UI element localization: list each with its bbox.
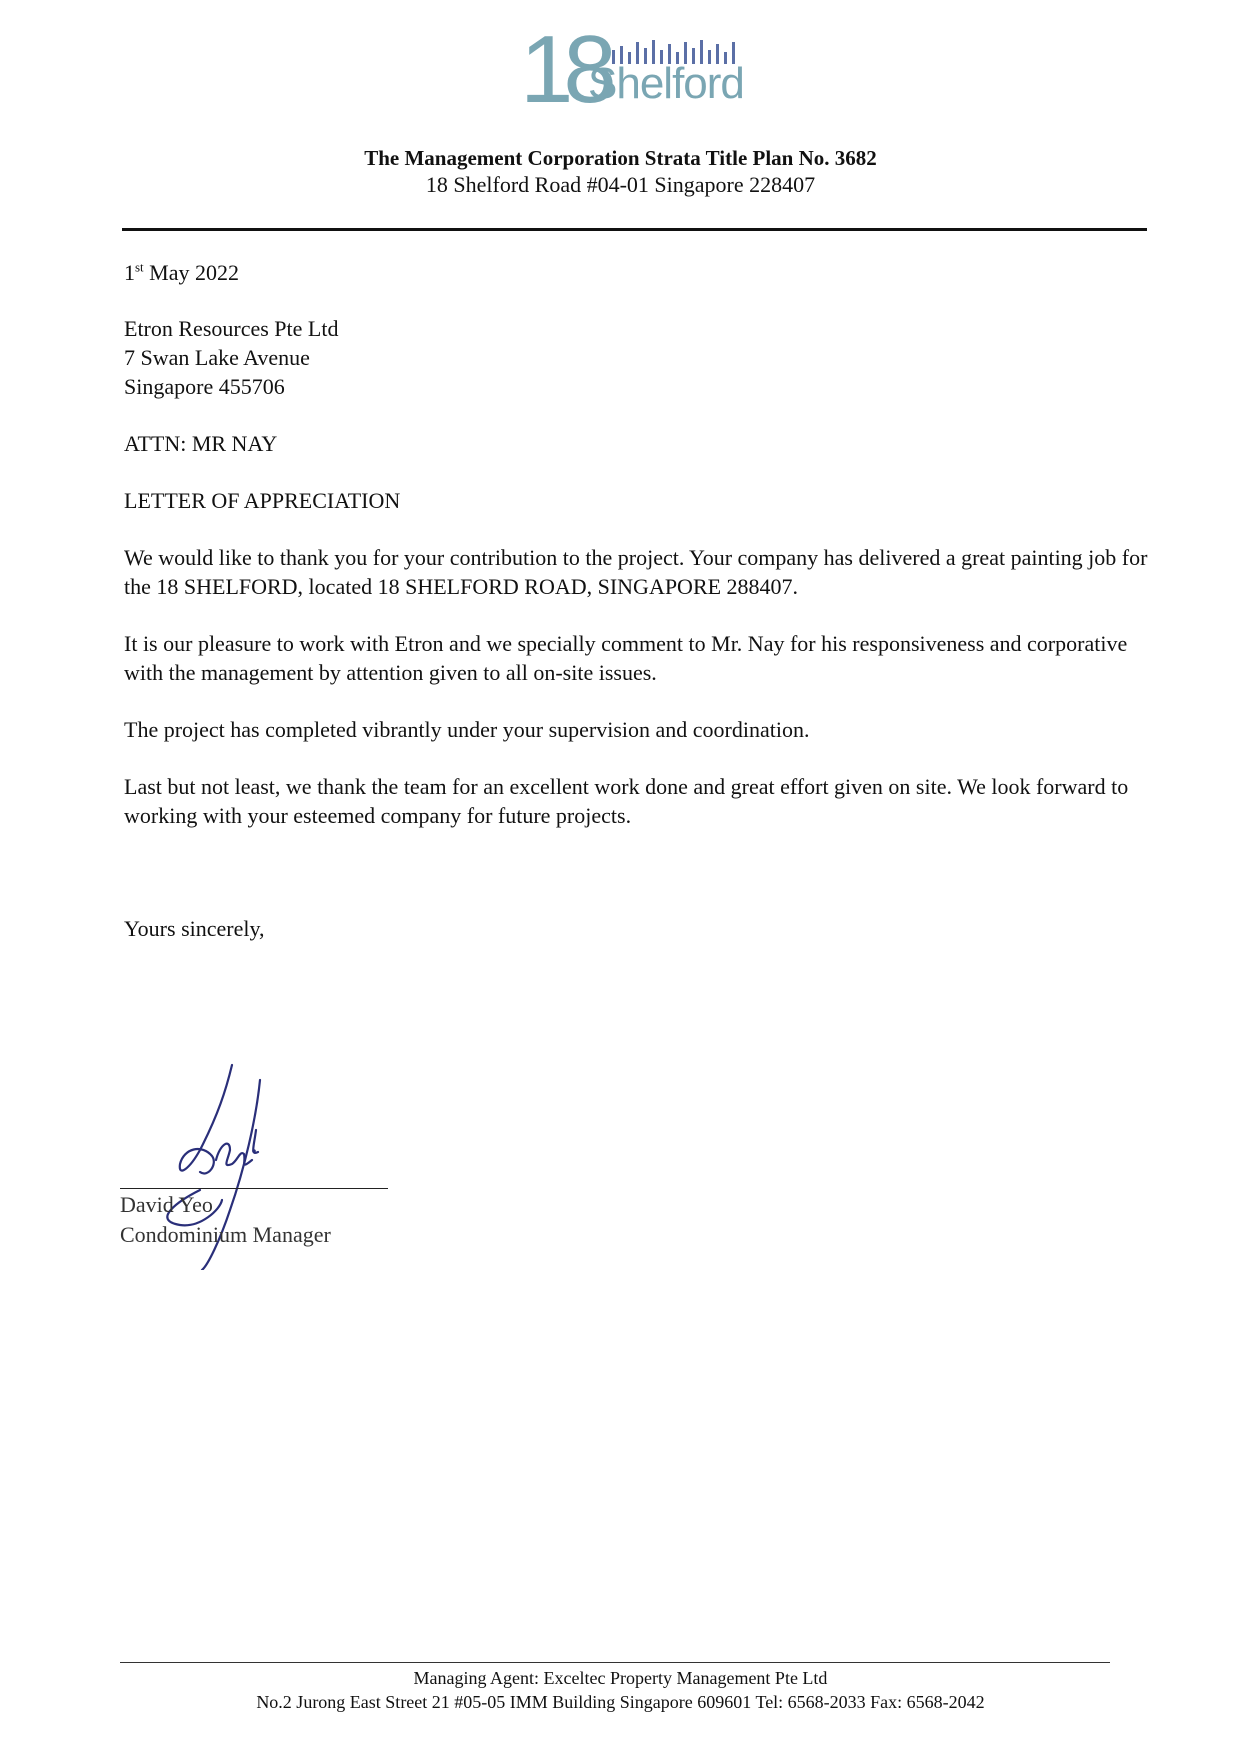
date-suffix: st — [135, 259, 144, 275]
date-day: 1 — [124, 260, 135, 285]
letter-subject: LETTER OF APPRECIATION — [124, 488, 401, 513]
body-paragraph: We would like to thank you for your contribution to the project. Your company has delivered a great painting job for the 18 SHELFORD, located 18 SHELFORD ROAD, SINGAPORE 288407. — [124, 545, 1148, 599]
shelford-logo — [520, 16, 750, 126]
header-divider — [122, 228, 1147, 231]
body-paragraph: The project has completed vibrantly under your supervision and coordination. — [124, 717, 810, 742]
logo-word: Shelford — [588, 59, 744, 108]
closing-line: Yours sincerely, — [124, 916, 265, 941]
signatory-title: Condominium Manager — [120, 1222, 331, 1247]
header-address: 18 Shelford Road #04-01 Singapore 228407 — [425, 172, 816, 197]
signatory-name: David Yeo — [120, 1192, 213, 1217]
attention-line: ATTN: MR NAY — [124, 431, 278, 456]
header-title: The Management Corporation Strata Title Plan No. 3682 — [364, 146, 877, 170]
recipient-city: Singapore 455706 — [124, 374, 285, 399]
letter-date — [124, 258, 239, 287]
body-paragraph: It is our pleasure to work with Etron and we specially comment to Mr. Nay for his responsiveness and corporative with the management by attention given to all on-site issues. — [124, 631, 1128, 685]
body-paragraph: Last but not least, we thank the team for an excellent work done and great effort given on site. We look forward to working with your esteemed company for future projects. — [124, 774, 1129, 828]
recipient-street: 7 Swan Lake Avenue — [124, 345, 310, 370]
footer-contact: No.2 Jurong East Street 21 #05-05 IMM Building Singapore 609601 Tel: 6568-2033 Fax: 6568-2042 — [256, 1692, 985, 1712]
date-rest: May 2022 — [143, 260, 239, 285]
footer-divider — [120, 1662, 1110, 1663]
recipient-company: Etron Resources Pte Ltd — [124, 316, 339, 341]
signature-line — [120, 1188, 388, 1189]
footer-managing-agent: Managing Agent: Exceltec Property Management Pte Ltd — [413, 1668, 828, 1688]
logo-number: 18 — [520, 16, 607, 123]
